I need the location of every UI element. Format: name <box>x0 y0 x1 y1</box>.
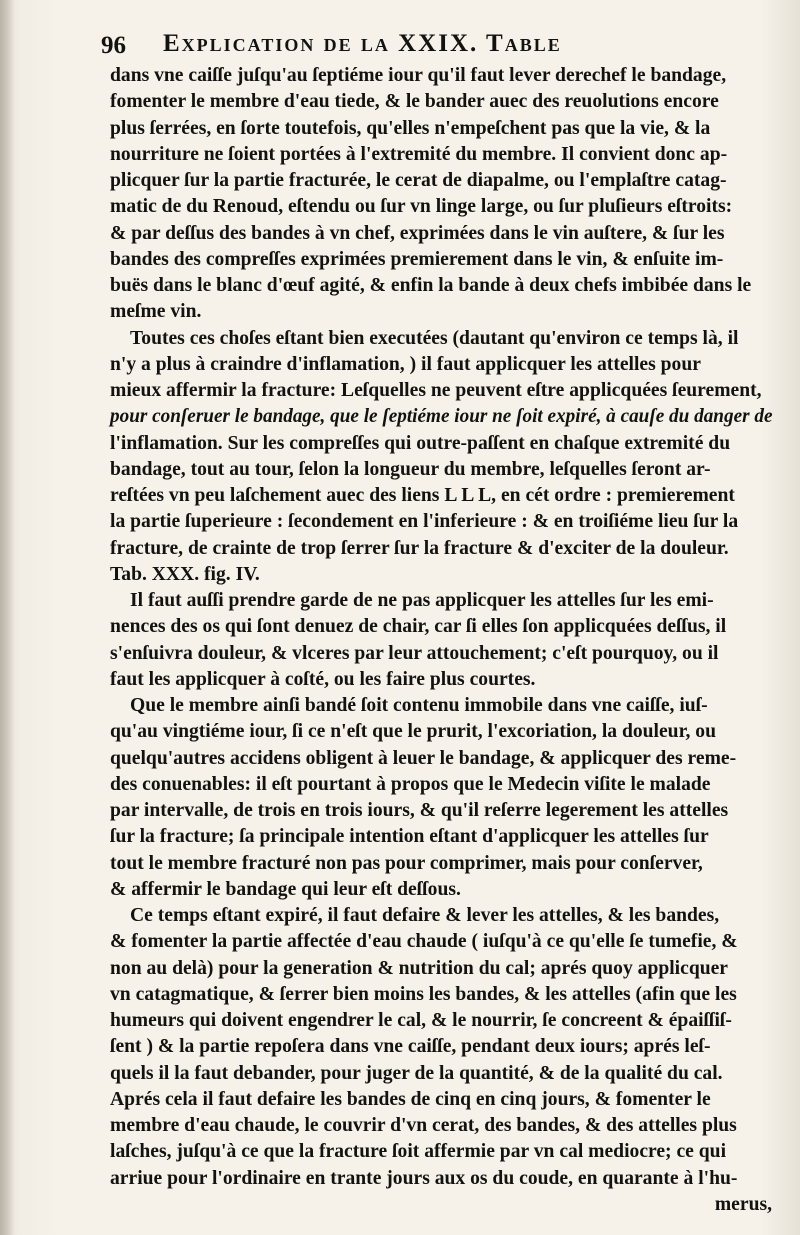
text-line: n'y a plus à craindre d'inflamation, ) il faut applicquer les attelles pour <box>110 353 701 375</box>
text-line: plicquer ſur la partie fracturée, le cerat de diapalme, ou l'emplaſtre catag- <box>110 170 727 191</box>
italic-line: pour conſeruer le bandage, que le ſeptiéme iour ne ſoit expiré, à cauſe du danger de <box>110 406 773 428</box>
text-line: non au delà) pour la generation & nutrition du cal; aprés quoy applicquer <box>110 957 729 979</box>
text-line: Toutes ces choſes eſtant bien executées (dautant qu'environ ce temps là, il <box>130 327 739 349</box>
text-line: mieux affermir la fracture: Leſquelles ne peuvent eſtre applicquées ſeurement, <box>110 380 762 401</box>
text-line: dans vne caiſſe juſqu'au ſeptiéme iour qu'il faut lever derechef le bandage, <box>110 65 727 86</box>
page-number: 96 <box>101 32 126 59</box>
text-line: vn catagmatique, & ſerrer bien moins les bandes, & les attelles (afin que les <box>110 983 737 1005</box>
text-line: humeurs qui doivent engendrer le cal, & le nourrir, ſe concreent & épaiſſiſ- <box>110 1010 732 1031</box>
text-line: buës dans le blanc d'œuf agité, & enfin la bande à deux chefs imbibée dans le <box>110 275 752 296</box>
text-line: Ce temps eſtant expiré, il faut defaire & lever les attelles, & les bandes, <box>130 905 720 926</box>
text-line: l'inflamation. Sur les compreſſes qui outre-paſſent en chaſque extremité du <box>110 432 731 454</box>
text-line: des conuenables: il eſt pourtant à propos que le Medecin viſite le malade <box>110 773 711 795</box>
text-line: nourriture ne ſoient portées à l'extremité du membre. Il convient donc ap- <box>110 143 728 165</box>
text-line: arriue pour l'ordinaire en trante jours aux os du coude, en quarante à l'hu- <box>110 1167 738 1189</box>
text-line: s'enſuivra douleur, & vlceres par leur attouchement; c'eſt pourquoy, ou il <box>110 642 719 664</box>
text-line: par intervalle, de trois en trois iours, & qu'il reſerre legerement les attelles <box>110 800 729 821</box>
paragraph-4 <box>110 693 772 903</box>
paragraph-3 <box>110 588 772 693</box>
text-line: & affermir le bandage qui leur eſt deſſous. <box>110 878 461 900</box>
gutter-shadow <box>0 0 14 1235</box>
text-line: plus ſerrées, en ſorte toutefois, qu'elles n'empeſchent pas que la vie, & la <box>110 117 711 139</box>
text-line: tout le membre fracturé non pas pour comprimer, mais pour conſerver, <box>110 852 703 874</box>
text-line: Aprés cela il faut defaire les bandes de cinq en cinq jours, & fomenter le <box>110 1088 711 1110</box>
paragraph-2 <box>110 326 772 589</box>
text-line: & par deſſus des bandes à vn chef, exprimées dans le vin auſtere, & ſur les <box>110 222 725 244</box>
text-line: ſent ) & la partie repoſera dans vne caiſſe, pendant deux iours; aprés leſ- <box>110 1036 711 1058</box>
text-line: quels il la faut debander, pour juger de la quantité, & de la qualité du cal. <box>110 1062 723 1084</box>
text-line: Que le membre ainſi bandé ſoit contenu immobile dans vne caiſſe, iuſ- <box>130 695 708 716</box>
text-line: faut les applicquer à coſté, ou les faire plus courtes. <box>110 668 536 690</box>
text-line: fomenter le membre d'eau tiede, & le bander auec des reuolutions encore <box>110 91 719 113</box>
text-line: qu'au vingtiéme iour, ſi ce n'eſt que le prurit, l'excoriation, la douleur, ou <box>110 721 716 743</box>
text-line: ſur la fracture; ſa principale intention eſtant d'applicquer les attelles ſur <box>110 826 709 848</box>
text-line: bandes des compreſſes exprimées premierement dans le vin, & enſuite im- <box>110 248 724 270</box>
text-line: membre d'eau chaude, le couvrir d'vn cerat, des bandes, & des attelles plus <box>110 1115 737 1136</box>
text-line: la partie ſuperieure : ſecondement en l'inferieure : & en troiſiéme lieu ſur la <box>110 511 739 533</box>
figure-reference: Tab. XXX. fig. IV. <box>110 563 260 585</box>
body-text <box>110 63 772 1218</box>
text-line: & fomenter la partie affectée d'eau chaude ( iuſqu'à ce qu'elle ſe tumefie, & <box>110 931 738 953</box>
running-title: Explication de la XXIX. Table <box>163 30 562 57</box>
text-line: fracture, de crainte de trop ſerrer ſur la fracture & d'exciter de la douleur. <box>110 537 729 559</box>
page-header <box>101 30 791 64</box>
text-line: bandage, tout au tour, ſelon la longueur du membre, leſquelles ſeront ar- <box>110 458 711 480</box>
text-line: quelqu'autres accidens obligent à leuer le bandage, & applicquer des reme- <box>110 747 737 769</box>
paragraph-1 <box>110 63 772 326</box>
text-line: reſtées vn peu laſchement auec des liens L L L, en cét ordre : premierement <box>110 485 735 506</box>
text-line: matic de du Renoud, eſtendu ou ſur vn linge large, ou ſur pluſieurs eſtroits: <box>110 196 733 218</box>
text-line: nences des os qui ſont denuez de chair, car ſi elles ſon applicquées deſſus, il <box>110 616 727 638</box>
text-line: meſme vin. <box>110 301 202 323</box>
catchword: merus, <box>714 1193 772 1215</box>
paragraph-5 <box>110 903 772 1192</box>
text-line: Il faut auſſi prendre garde de ne pas applicquer les attelles ſur les emi- <box>130 590 714 611</box>
text-line: laſches, juſqu'à ce que la fracture ſoit affermie par vn cal mediocre; ce qui <box>110 1141 727 1163</box>
